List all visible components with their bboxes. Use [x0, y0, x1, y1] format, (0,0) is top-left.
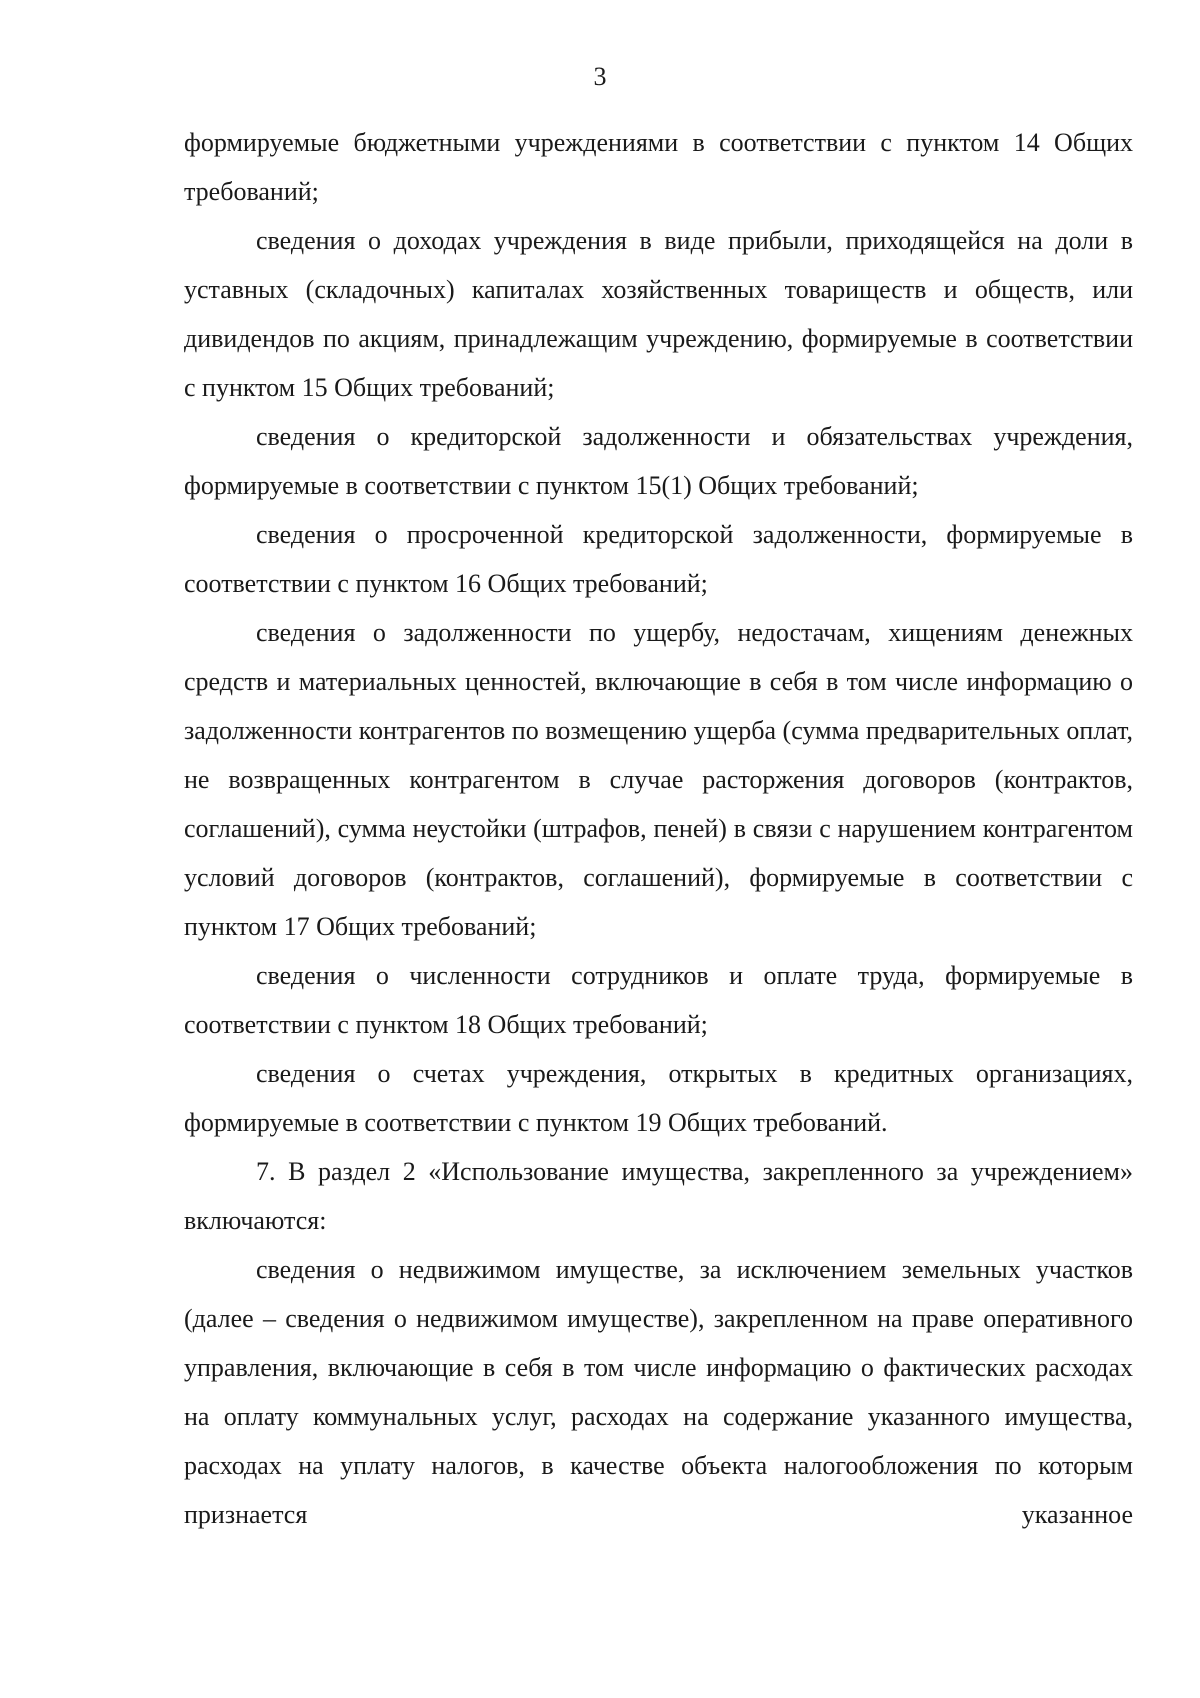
- paragraph-profit-income: сведения о доходах учреждения в виде прибыли, приходящейся на доли в уставных (складочных) капиталах хозяйственных товариществ и обществ, или дивидендов по акциям, принадлежащим учреждению, формируемые в соответствии с пунктом 15 Общих требований;: [184, 226, 1133, 402]
- page-number: 3: [593, 62, 607, 91]
- document-body: [184, 118, 1133, 1539]
- paragraph-damage-debt: сведения о задолженности по ущербу, недостачам, хищениям денежных средств и материальных ценностей, включающие в себя в том числе информацию о задолженности контрагентов по возмещению ущерба (сумма предварительных оплат, не возвращенных контрагентом в случае расторжения договоров (контрактов, соглашений), сумма неустойки (штрафов, пеней) в связи с нарушением контрагентом условий договоров (контрактов, соглашений), формируемые в соответствии с пунктом 17 Общих требований;: [184, 618, 1133, 941]
- paragraph-staff-salary: сведения о численности сотрудников и оплате труда, формируемые в соответствии с пунктом 18 Общих требований;: [184, 961, 1133, 1039]
- paragraph-section-2: 7. В раздел 2 «Использование имущества, закрепленного за учреждением» включаются:: [184, 1157, 1133, 1235]
- paragraph-bank-accounts: сведения о счетах учреждения, открытых в кредитных организациях, формируемые в соответствии с пунктом 19 Общих требований.: [184, 1059, 1133, 1137]
- paragraph-real-estate: сведения о недвижимом имуществе, за исключением земельных участков (далее – сведения о недвижимом имуществе), закрепленном на праве оперативного управления, включающие в себя в том числе информацию о фактических расходах на оплату коммунальных услуг, расходах на содержание указанного имущества, расходах на уплату налогов, в качестве объекта налогообложения по которым признается указанное: [184, 1255, 1133, 1529]
- paragraph-creditor-debt: сведения о кредиторской задолженности и обязательствах учреждения, формируемые в соответствии с пунктом 15(1) Общих требований;: [184, 422, 1133, 500]
- paragraph-overdue-debt: сведения о просроченной кредиторской задолженности, формируемые в соответствии с пунктом 16 Общих требований;: [184, 520, 1133, 598]
- paragraph-continuation: формируемые бюджетными учреждениями в соответствии с пунктом 14 Общих требований;: [184, 128, 1133, 206]
